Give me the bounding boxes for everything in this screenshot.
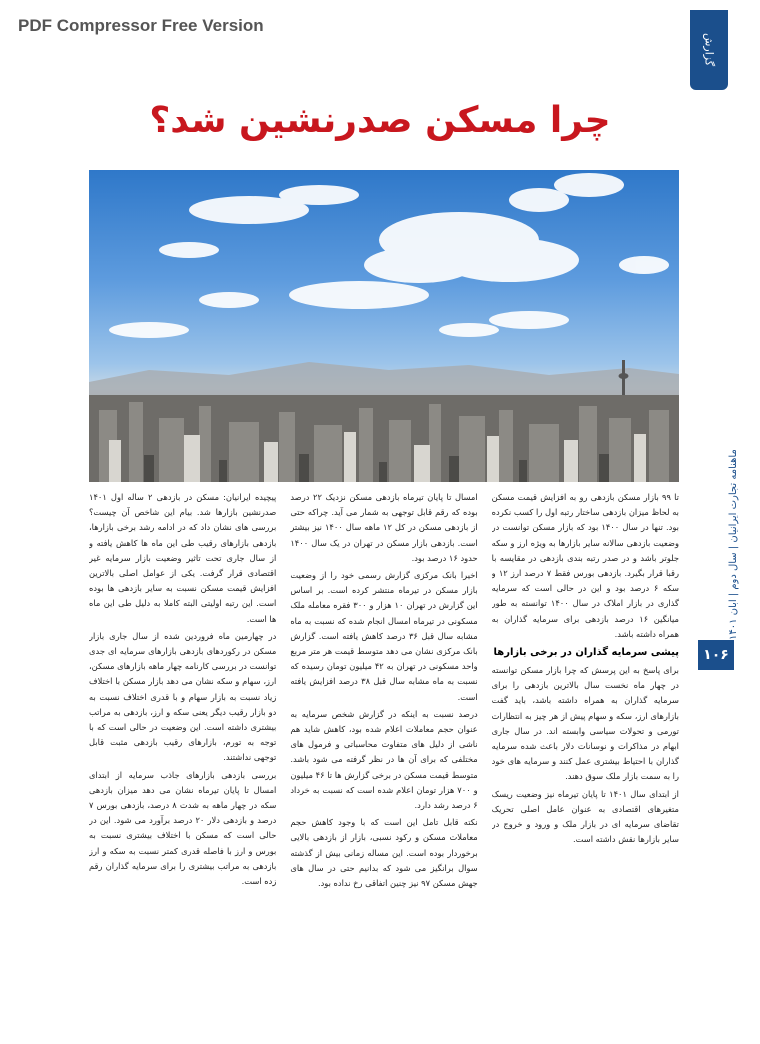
column-2 <box>290 490 477 1030</box>
article-body <box>89 490 679 1030</box>
paragraph: درصد نسبت به اینکه در گزارش شخص سرمایه به عنوان حجم معاملات اعلام شده بود، کاهش شاید هم ناشی از دلیل های متفاوت محاسباتی و فرمول های مختلفی که برای آن ها در نظر گرفته می شود باشد. متوسط قیمت مسکن در برخی گزارش ها تا ۴۶ میلیون و ۷۰۰ هزار تومان اعلام شده است که نسبت به خرداد ۶ درصد رشد دارد. <box>290 708 478 811</box>
column-1 <box>89 490 276 1030</box>
page-number: ۱۰۶ <box>698 640 734 670</box>
paragraph: پیچیده ایرانیان: مسکن در بازدهی ۲ ساله اول ۱۴۰۱ صدرنشین بازارها شد. بیام این شاخص آن چیست؟ بررسی های نشان داد که در ادامه رشد برخی بازارها، بازدهی بازارهای رقیب طی این ماه ها کاهش یافته و از سال جاری تحت تاثیر وضعیت بازار سرمایه غیر اقتصادی قرار گرفت. یکی از عوامل اصلی بالاترین افزایش قیمت مسکن نسبت به سایر بازدهی ها بوده است. این رتبه اولیتی البته کاملا به دلیل طی این ماه ها است. <box>89 492 277 624</box>
city-skyline-photo <box>89 170 679 482</box>
city-skyline-illustration <box>89 170 679 482</box>
paragraph: در چهارمین ماه فروردین شده از سال جاری بازار مسکن در رکوردهای بازدهی بازارهای سرمایه ای جدی توانست در بررسی کارنامه چهار ماهه بازارهای مسکن، ارز، سهام و سکه نشان می دهد بازار مسکن با اختلاف زیاد نسبت به بازار سهام و با قدری اختلاف نسبت به دو بازار رقیب دیگر یعنی سکه و ارز، بازدهی به مراتب بیشتری داشته است. این وضعیت در حالی است که با توجه به تورم، بازارهای رقیب بازدهی مثبت قابل توجهی نداشتند. <box>89 630 277 763</box>
article-title: چرا مسکن صدرنشین شد؟ <box>149 100 611 141</box>
section-tab-label: گزارش <box>702 33 716 67</box>
column-3 <box>492 490 679 1030</box>
paragraph: امسال تا پایان تیرماه بازدهی مسکن نزدیک ۲۲ درصد بوده که رقم قابل توجهی به شمار می آید. چراکه حتی از بازدهی مسکن در کل ۱۲ ماهه سال ۱۴۰۰ نیز بیشتر است. بازدهی بازار مسکن در تهران در یک سال ۱۴۰۰ حدود ۱۶ درصد بود. <box>290 492 478 563</box>
paragraph: برای پاسخ به این پرسش که چرا بازار مسکن توانسته در چهار ماه نخست سال بالاترین بازدهی را برای سرمایه گذاران به همراه داشته باشد، باید گفت بازارهای ارز، سکه و سهام پیش از هر چیز به انتظارات تورمی و تحولات سیاسی وابسته اند. در سال جاری ابهام در مذاکرات و نوسانات دلار باعث شده سرمایه گذاران با احتیاط بیشتری عمل کنند و سرمایه های خود را به سمت بازار ملک سوق دهند. <box>491 665 679 782</box>
watermark: PDF Compressor Free Version <box>18 16 264 35</box>
vertical-footer: ماهنامه تجارت ایرانیان | سال دوم | آبان ۱۴۰۱ <box>728 449 739 640</box>
paragraph: از ابتدای سال ۱۴۰۱ تا پایان تیرماه نیز وضعیت ریسک متغیرهای اقتصادی به عنوان عامل اصلی تحریک تقاضای سرمایه ای در بازار ملک و ورود و خروج در سایر بازارها نقش داشته است. <box>491 788 679 845</box>
paragraph: اخیرا بانک مرکزی گزارش رسمی خود را از وضعیت بازار مسکن در تیرماه منتشر کرده است. بر اساس این گزارش در تهران ۱۰ هزار و ۳۰۰ فقره معامله ملک مسکونی در تیرماه امسال انجام شده که نسبت به ماه مشابه سال قبل ۳۶ درصد کاهش یافته است. گزارش بانک مرکزی نشان می دهد متوسط قیمت هر متر مربع واحد مسکونی در تهران به ۴۲ میلیون تومان رسیده که نسبت به ماه مشابه سال قبل ۳۸ درصد افزایش یافته است. <box>290 570 478 702</box>
paragraph: نکته قابل تامل این است که با وجود کاهش حجم معاملات مسکن و رکود نسبی، بازار از بازدهی بالایی برخوردار بوده است. این مساله زمانی بیش از گذشته سوال برانگیز می شود که بدانیم حتی در سال های جهش مسکن ۹۷ نیز چنین اتفاقی رخ نداده بود. <box>290 817 478 889</box>
paragraph: بررسی بازدهی بازارهای جاذب سرمایه از ابتدای امسال تا پایان تیرماه نشان می دهد میزان بازدهی سکه در چهار ماهه به شدت ۸ درصد، بازدهی بورس ۷ درصد و بازدهی دلار ۲۰ درصد برآورد می شود. این در حالی است که مسکن با اختلاف بیشتری نسبت به بورس و ارز با فاصله قدری کمتر نسبت به سکه و ارز بازدهی به مراتب بیشتری را برای سرمایه گذاران رقم زده است. <box>89 769 277 887</box>
paragraph: تا ۹۹ بازار مسکن بازدهی رو به افزایش قیمت مسکن به لحاظ میزان بازدهی ساختار رتبه اول را کسب نکرده بود. تنها در سال ۱۴۰۰ بود که بازار مسکن توانست در وضعیت بازدهی سالانه سایر بازارها به ویژه ارز و سکه جلوتر باشد و در صدر رتبه بندی بازدهی در مقایسه با رقبا قرار بگیرد. بازدهی بورس فقط ۷ درصد ارز ۱۲ و سکه ۶ درصد بود و این در حالی است که سرمایه گذاری در بازار املاک در سال ۱۴۰۰ توانسته به طور میانگین ۱۶ درصد بازدهی برای سرمایه گذاران به همراه داشته باشد. <box>491 492 679 639</box>
subheading: پیشی سرمایه گذاران در برخی بازارها <box>493 647 679 659</box>
section-tab <box>690 10 728 90</box>
